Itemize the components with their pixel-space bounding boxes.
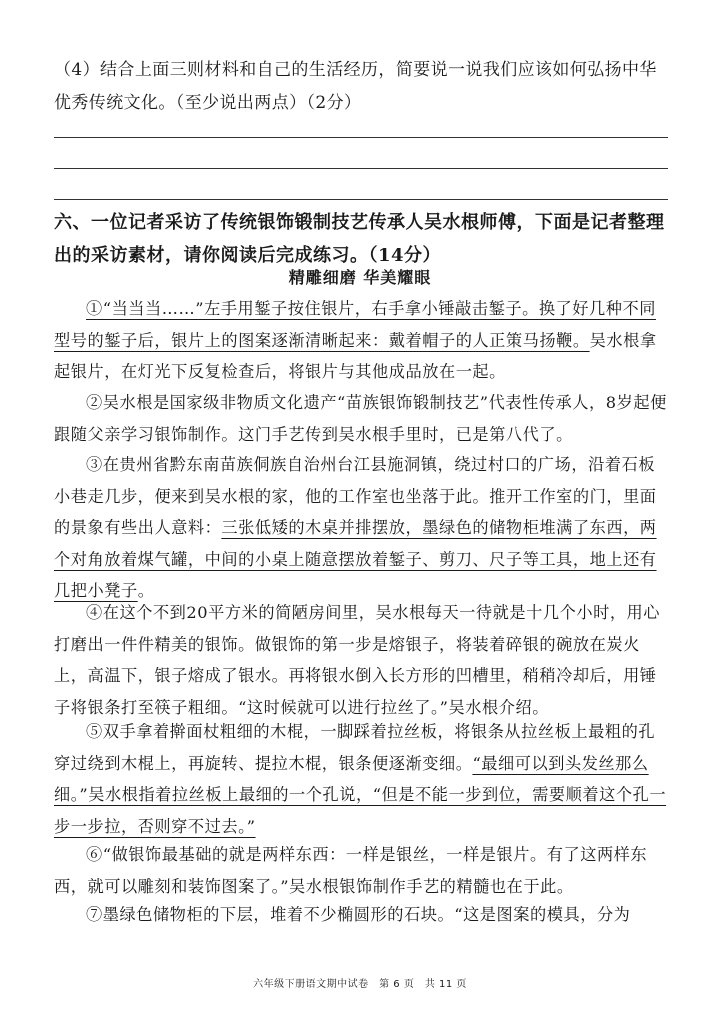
paragraph-4-text: ④在这个不到20平方米的简陋房间里，吴水根每天一待就是十几个小时，用心打磨出一件件精美的银饰。做银饰的第一步是熔银子，将装着碎银的碗放在炭火上，高温下，银子熔成了银水。再将银水倒入长方形的凹槽里，稍稍冷却后，用锤子将银条打至筷子粗细。“这时候就可以进行拉丝了。”吴水根介绍。 [54,603,661,717]
paragraph-6-text: ⑥“做银饰最基础的就是两样东西：一样是银丝，一样是银片。有了这两样东西，就可以雕刻和装饰图案了。”吴水根银饰制作手艺的精髓也在于此。 [54,845,648,896]
paragraph-3-end: 。 [137,581,155,600]
paragraph-4 [54,597,670,723]
paragraph-3-underlined: 三张低矮的木桌并排摆放，墨绿色的储物柜堆满了东西，两个对角放着煤气罐，中间的小桌上随意摆放着錾子、剪刀、尺子等工具，地上还有几把小凳子 [54,518,657,600]
paragraph-2 [54,387,670,450]
paragraph-5 [54,716,670,842]
paragraph-3-text: ③在贵州省黔东南苗族侗族自治州台江县施洞镇，绕过村口的广场，沿着石板小巷走几步，便来到吴水根的家，他的工作室也坐落于此。推开工作室的门，里面的景象有些出人意料： [54,455,657,537]
section-6-heading: 六、一位记者采访了传统银饰锻制技艺传承人吴水根师傅，下面是记者整理出的采访素材，请你阅读后完成练习。（14分） [54,212,665,266]
paragraph-5-underlined: “最细可以到头发丝那么细。”吴水根指着拉丝板上最细的一个孔说，“但是不能一步到位，需要顺着这个孔一步一步拉，否则穿不过去。” [54,753,667,836]
answer-line-2[interactable] [54,168,668,169]
paragraph-1 [54,293,670,388]
paragraph-3 [54,449,670,607]
paragraph-6 [54,839,670,902]
answer-line-3[interactable] [54,199,668,200]
article-title: 精雕细磨 华美耀眼 [288,268,432,287]
paragraph-5-text: ⑤双手拿着擀面杖粗细的木棍，一脚踩着拉丝板，将银条从拉丝板上最粗的孔穿过绕到木棍上，再旋转、提拉木棍，银条便逐渐变细。 [54,722,656,773]
paragraph-7 [54,899,670,931]
question-4-prompt: （4）结合上面三则材料和自己的生活经历，简要说一说我们应该如何弘扬中华优秀传统文化。（至少说出两点）（2分） [54,60,657,113]
paragraph-1-text: 吴水根拿起银片，在灯光下反复检查后，将银片与其他成品放在一起。 [54,330,657,381]
paragraph-2-text: ②吴水根是国家级非物质文化遗产“苗族银饰锻制技艺”代表性传承人，8岁起便跟随父亲学习银饰制作。这门手艺传到吴水根手里时，已是第八代了。 [54,393,667,444]
paragraph-1-underlined: ①“当当当……”左手用錾子按住银片，右手拿小锤敲击錾子。换了好几种不同型号的錾子后，银片上的图案逐渐清晰起来：戴着帽子的人正策马扬鞭。 [54,299,656,350]
paragraph-7-text: ⑦墨绿色储物柜的下层，堆着不少椭圆形的石块。“这是图案的模具，分为 [86,905,631,924]
page-footer: 六年级下册语文期中试卷 第 6 页 共 11 页 [253,979,467,990]
answer-line-1[interactable] [54,137,668,138]
